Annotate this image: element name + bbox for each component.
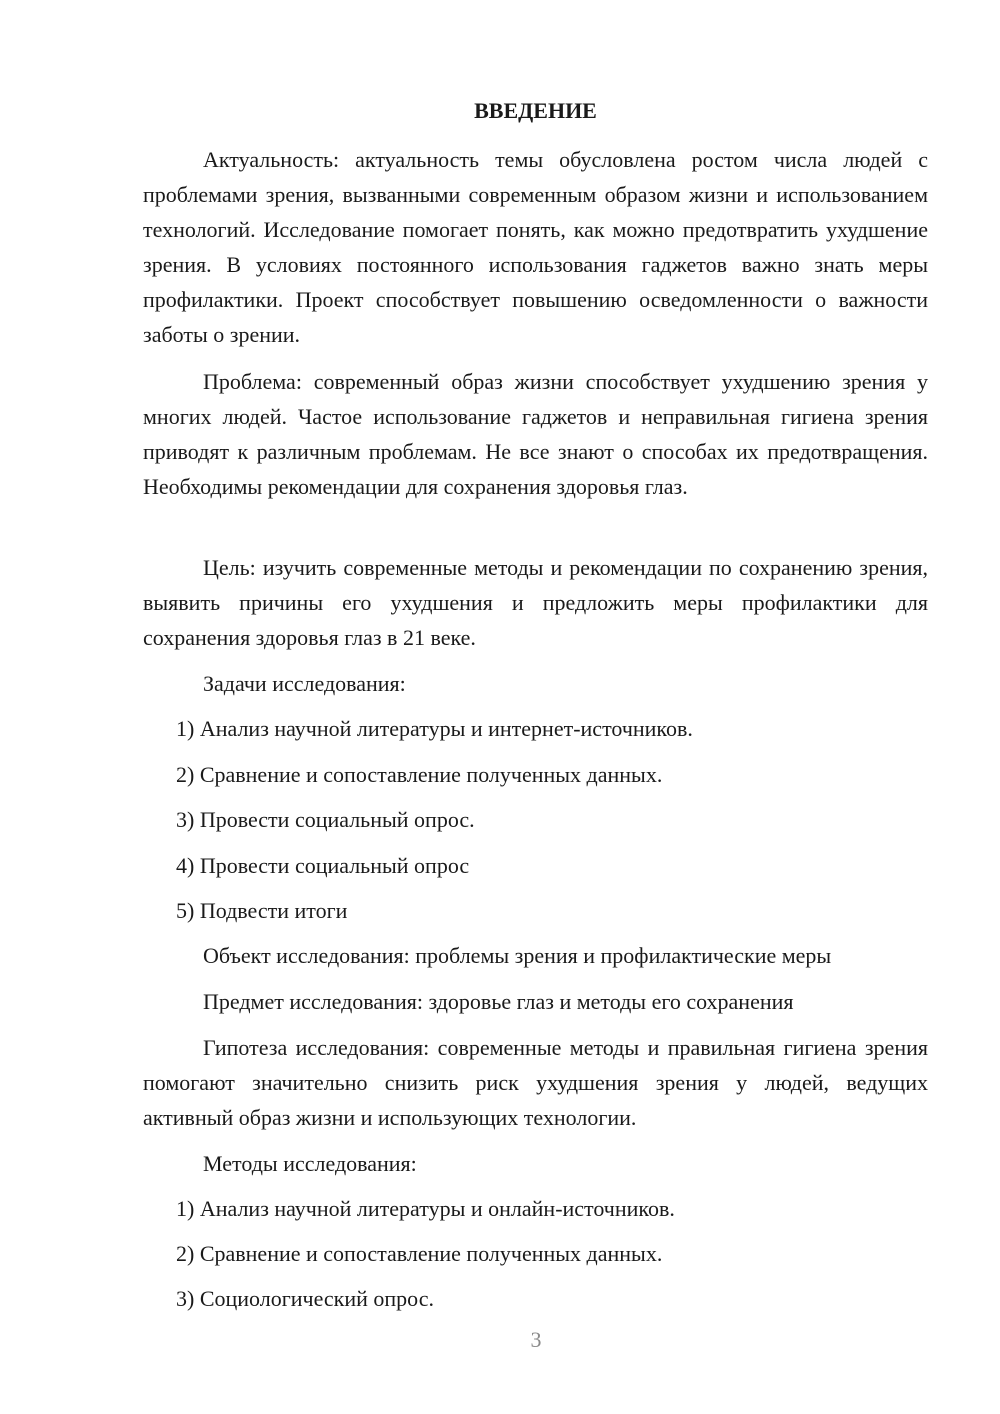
method-item: 1) Анализ научной литературы и онлайн-источников. [176, 1196, 675, 1221]
goal-paragraph: Цель: изучить современные методы и рекомендации по сохранению зрения, выявить причины его ухудшения и предложить меры профилактики для сохранения здоровья глаз в 21 веке. [143, 555, 928, 650]
page-number: 3 [530, 1327, 542, 1352]
object-line: Объект исследования: проблемы зрения и профилактические меры [203, 943, 832, 968]
problem-paragraph: Проблема: современный образ жизни способствует ухудшению зрения у многих людей. Частое использование гаджетов и неправильная гигиена зрения приводят к различным проблемам. Не все знают о способах их предотвращения. Необходимы рекомендации для сохранения здоровья глаз. [143, 369, 928, 499]
task-item: 5) Подвести итоги [176, 898, 348, 923]
method-item: 3) Социологический опрос. [176, 1286, 434, 1311]
relevance-paragraph: Актуальность: актуальность темы обусловлена ростом числа людей с проблемами зрения, вызванными современным образом жизни и использованием технологий. Исследование помогает понять, как можно предотвратить ухудшение зрения. В условиях постоянного использования гаджетов важно знать меры профилактики. Проект способствует повышению осведомленности о важности заботы о зрении. [143, 147, 928, 347]
task-item: 2) Сравнение и сопоставление полученных данных. [176, 762, 663, 787]
method-item: 2) Сравнение и сопоставление полученных данных. [176, 1241, 663, 1266]
task-item: 1) Анализ научной литературы и интернет-источников. [176, 716, 693, 741]
section-title: ВВЕДЕНИЕ [474, 98, 597, 123]
task-item: 4) Провести социальный опрос [176, 853, 470, 878]
tasks-heading: Задачи исследования: [203, 671, 406, 696]
methods-heading: Методы исследования: [203, 1151, 417, 1176]
hypothesis-paragraph: Гипотеза исследования: современные методы и правильная гигиена зрения помогают значительно снизить риск ухудшения зрения у людей, ведущих активный образ жизни и использующих технологии. [143, 1035, 928, 1130]
subject-line: Предмет исследования: здоровье глаз и методы его сохранения [203, 989, 794, 1014]
task-item: 3) Провести социальный опрос. [176, 807, 475, 832]
